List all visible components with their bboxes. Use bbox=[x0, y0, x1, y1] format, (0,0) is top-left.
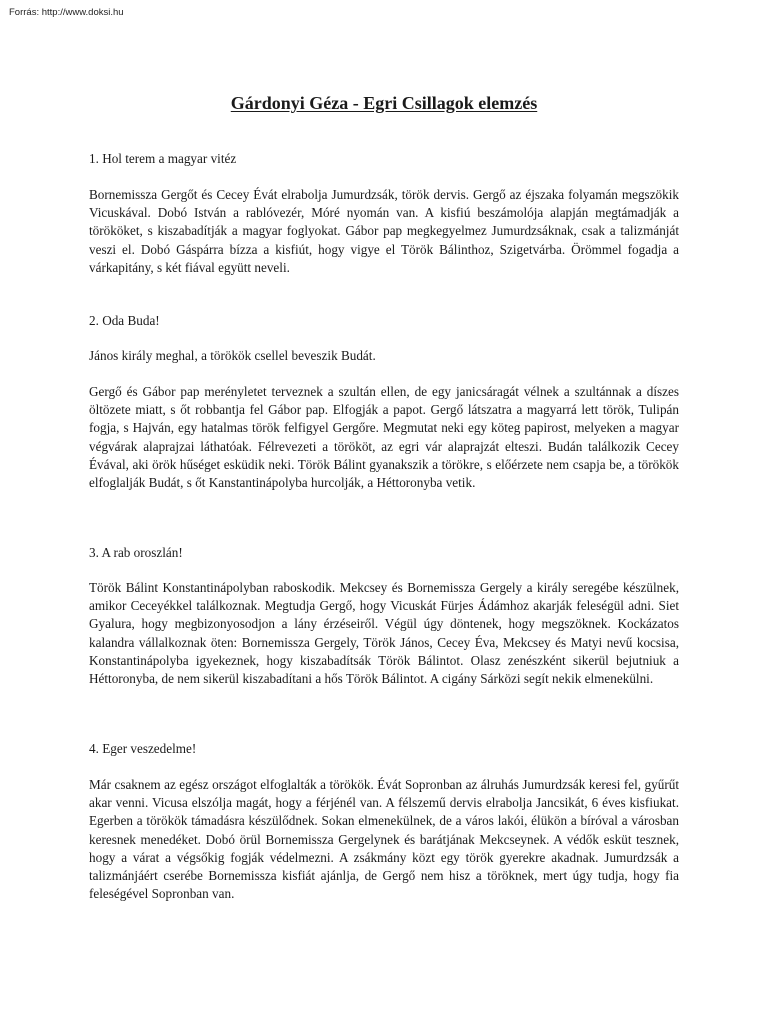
section-heading: 2. Oda Buda! bbox=[89, 313, 160, 328]
section-paragraph: Már csaknem az egész országot elfoglalták a törökök. Évát Sopronban az álruhás Jumurdzsák keresi fel, gyűrűt akar venni. Vicusa elszólja magát, hogy a férjénél van. A félszemű dervis elrabolja Jancsikát, 6 éves kisfiukat. Egerben a törökök támadásra készülődnek. Sokan elmenekülnek, de a város lakói, élükön a bíróval a városban keresnek menedéket. Dobó örül Bornemissza Gergelynek és barátjának Mekcseynek. A védők esküt tesznek, hogy a várat a végsőkig fogják védelmezni. A zsákmány közt egy török gyerekre akadnak. Jumurdzsák a talizmánjáért cserébe Bornemissza kisfiát ajánlja, de Gergő nem hisz a töröknek, mert úgy tudja, hogy fia feleségével Sopronban van. bbox=[89, 777, 679, 902]
page-title: Gárdonyi Géza - Egri Csillagok elemzés bbox=[230, 93, 538, 113]
section-paragraph: Gergő és Gábor pap merényletet terveznek a szultán ellen, de egy janicsáragát vélnek a szultánnak a díszes öltözete miatt, s őt robbantja fel Gábor pap. Elfogják a papot. Gergő látszatra a magyarrá lett török, Tulipán fogja, s Hajván, egy hatalmas török felfigyel Gergőre. Megmutat neki egy köteg papirost, melyeken a magyar végvárak alaprajzai láthatóak. Félrevezeti a törököt, az egri vár alaprajzát elteszi. Budán találkozik Cecey Évával, aki örök hűséget esküdik neki. Török Bálint gyanakszik a törökre, s előérzete nem csapja be, a törökök elfoglalják Budát, s őt Kanstantinápolyba hurcolják, a Héttoronyba vetik. bbox=[89, 384, 679, 491]
section-paragraph: János király meghal, a törökök csellel beveszik Budát. bbox=[89, 348, 376, 363]
section-heading: 4. Eger veszedelme! bbox=[89, 741, 197, 756]
section-heading: 1. Hol terem a magyar vitéz bbox=[89, 151, 237, 166]
source-line: Forrás: http://www.doksi.hu bbox=[9, 7, 124, 18]
section-heading: 3. A rab oroszlán! bbox=[89, 545, 183, 560]
section-paragraph: Bornemissza Gergőt és Cecey Évát elrabolja Jumurdzsák, török dervis. Gergő az éjszaka folyamán megszökik Vicuskával. Dobó István a rablóvezér, Móré nyomán van. A kisfiú beszámolója alapján megtámadják a törököket, s kiszabadítják a magyar foglyokat. Gábor pap megkegyelmez Jumurdzsáknak, csak a talizmánját veszi el. Dobó Gáspárra bízza a kisfiút, hogy vigye el Török Bálinthoz, Szigetvárba. Örömmel fogadja a várkapitány, s két fiával együtt neveli. bbox=[89, 187, 679, 275]
section-paragraph: Török Bálint Konstantinápolyban raboskodik. Mekcsey és Bornemissza Gergely a király seregébe készülnek, amikor Ceceyékkel találkoznak. Megtudja Gergő, hogy Vicuskát Fürjes Ádámhoz akarják feleségül adni. Siet Gyalura, hogy megbizonyosodjon a lány érzéseiről. Végül úgy döntenek, hogy megszöknek. Kockázatos kalandra vállalkoznak öten: Bornemissza Gergely, Török János, Cecey Éva, Mekcsey és Matyi nevű kocsisa, Konstantinápolyba igyekeznek, hogy kiszabadítsák Török Bálintot. Olasz zenészként sikerül bejutniuk a Héttoronyba, de nem sikerül kiszabadítani a hős Török Bálintot. A cigány Sárközi segít nekik elmenekülni. bbox=[89, 580, 679, 687]
